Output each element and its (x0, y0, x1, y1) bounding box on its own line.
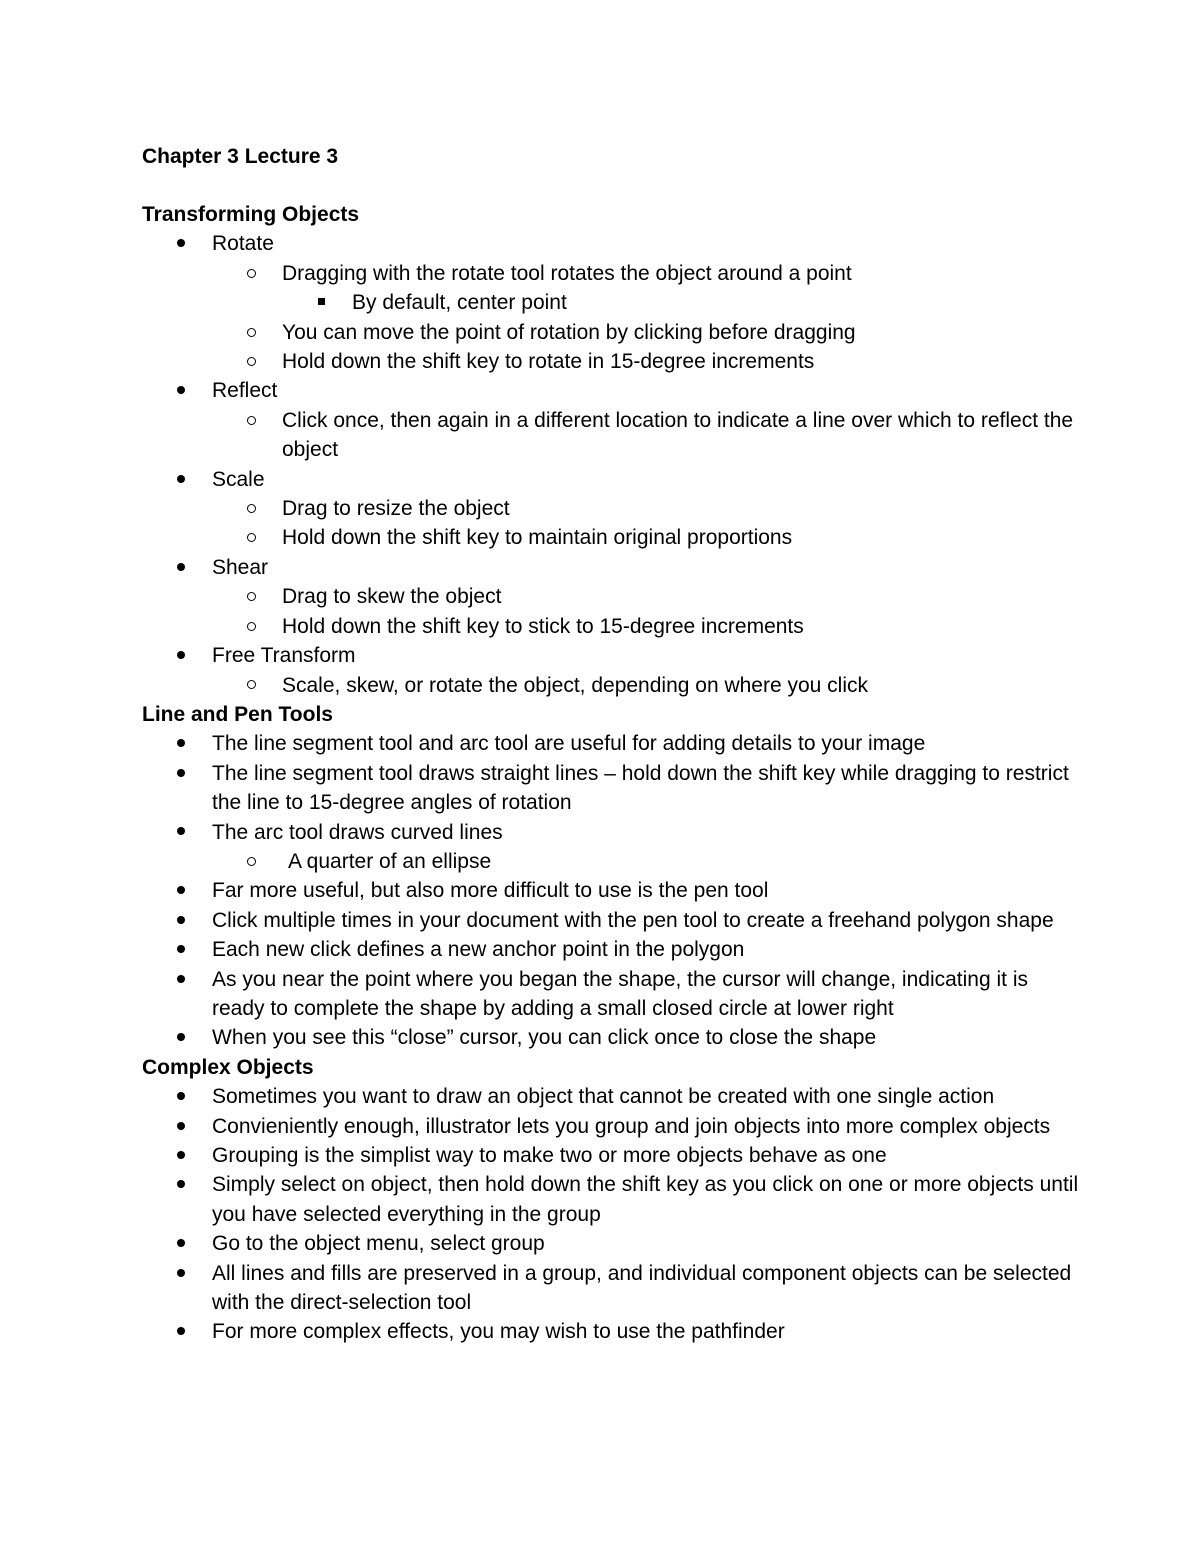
bullet-icon (171, 465, 191, 494)
bullet-icon (171, 818, 191, 847)
sub-list (212, 582, 1082, 641)
list-item-text: Simply select on object, then hold down the shift key as you click on one or more objects until you have selected everything in the group (212, 1173, 1079, 1226)
document-body (142, 200, 1082, 1347)
list-item (142, 1023, 1082, 1052)
list-item (142, 376, 1082, 464)
list-item-text: When you see this “close” cursor, you can click once to close the shape (212, 1026, 877, 1050)
list-item-text: Drag to resize the object (282, 497, 510, 521)
bullet-icon (171, 1259, 191, 1288)
bullet-icon (171, 729, 191, 758)
list-item-text: Reflect (212, 379, 278, 403)
list-item-text: Hold down the shift key to stick to 15-degree increments (282, 614, 804, 638)
hollow-bullet-icon (241, 494, 261, 523)
bullet-list (142, 1082, 1082, 1347)
list-item (142, 729, 1082, 758)
hollow-bullet-icon (241, 671, 261, 700)
bullet-icon (171, 553, 191, 582)
list-item (212, 612, 1082, 641)
list-item (142, 1317, 1082, 1346)
list-item (212, 847, 1082, 876)
hollow-bullet-icon (241, 259, 261, 288)
hollow-bullet-icon (241, 523, 261, 552)
list-item (212, 523, 1082, 552)
list-item-text: Convieniently enough, illustrator lets you group and join objects into more complex objects (212, 1114, 1051, 1138)
bullet-icon (171, 1170, 191, 1199)
hollow-bullet-icon (241, 318, 261, 347)
list-item (142, 759, 1082, 818)
bullet-icon (171, 759, 191, 788)
list-item-text: All lines and fills are preserved in a group, and individual component objects can be selected with the direct-selection tool (212, 1261, 1072, 1315)
bullet-icon (171, 876, 191, 905)
sub-list (212, 406, 1082, 465)
section-transforming-objects (142, 200, 1082, 700)
hollow-bullet-icon (241, 847, 261, 876)
section-heading: Transforming Objects (142, 203, 360, 226)
hollow-bullet-icon (241, 347, 261, 376)
list-item (142, 965, 1082, 1024)
sub-sub-list (282, 288, 1082, 317)
list-item (212, 259, 1082, 318)
list-item-text: A quarter of an ellipse (288, 849, 492, 873)
list-item (142, 553, 1082, 641)
list-item (212, 347, 1082, 376)
list-item-text: Click multiple times in your document with the pen tool to create a freehand polygon shape (212, 908, 1054, 932)
list-item (142, 1112, 1082, 1141)
list-item (142, 229, 1082, 376)
list-item-text: Dragging with the rotate tool rotates the object around a point (282, 261, 852, 285)
list-item (212, 494, 1082, 523)
list-item-text: Hold down the shift key to rotate in 15-degree increments (282, 350, 815, 374)
list-item (142, 1141, 1082, 1170)
list-item-text: The line segment tool draws straight lines – hold down the shift key while dragging to restrict the line to 15-degree angles of rotation (212, 761, 1069, 815)
list-item (142, 1229, 1082, 1258)
bullet-icon (171, 1082, 191, 1111)
section-line-and-pen-tools (142, 700, 1082, 1053)
list-item-text: You can move the point of rotation by clicking before dragging (282, 320, 856, 344)
document-title: Chapter 3 Lecture 3 (142, 145, 339, 168)
hollow-bullet-icon (241, 612, 261, 641)
list-item (142, 906, 1082, 935)
list-item-text: Hold down the shift key to maintain original proportions (282, 526, 793, 550)
list-item-text: Free Transform (212, 644, 356, 668)
list-item-text: Far more useful, but also more difficult to use is the pen tool (212, 879, 769, 903)
hollow-bullet-icon (241, 582, 261, 611)
bullet-list (142, 229, 1082, 700)
list-item (212, 582, 1082, 611)
list-item-text: Shear (212, 555, 269, 579)
list-item-text: As you near the point where you began the shape, the cursor will change, indicating it is ready to complete the shape by adding a small closed circle at lower right (212, 967, 1028, 1020)
list-item-text: The line segment tool and arc tool are useful for adding details to your image (212, 732, 926, 756)
list-item-text: By default, center point (352, 291, 567, 315)
bullet-icon (171, 1141, 191, 1170)
sub-list (212, 847, 1082, 876)
list-item-text: Go to the object menu, select group (212, 1232, 545, 1256)
list-item-text: Rotate (212, 232, 274, 256)
bullet-icon (171, 906, 191, 935)
bullet-icon (171, 641, 191, 670)
bullet-icon (171, 965, 191, 994)
bullet-icon (171, 229, 191, 258)
bullet-icon (171, 376, 191, 405)
list-item-text: Each new click defines a new anchor point in the polygon (212, 938, 745, 962)
list-item-text: Sometimes you want to draw an object that cannot be created with one single action (212, 1085, 995, 1109)
list-item (282, 288, 1082, 317)
list-item (142, 1170, 1082, 1229)
list-item (142, 1259, 1082, 1318)
bullet-icon (171, 1112, 191, 1141)
list-item (142, 876, 1082, 905)
bullet-list (142, 729, 1082, 1052)
bullet-icon (171, 1229, 191, 1258)
list-item-text: For more complex effects, you may wish to use the pathfinder (212, 1320, 785, 1344)
sub-list (212, 671, 1082, 700)
section-complex-objects (142, 1053, 1082, 1347)
sub-list (212, 494, 1082, 553)
list-item (212, 406, 1082, 465)
list-item (212, 318, 1082, 347)
bullet-icon (171, 1317, 191, 1346)
list-item-text: Grouping is the simplist way to make two or more objects behave as one (212, 1144, 887, 1167)
list-item (142, 818, 1082, 877)
list-item-text: The arc tool draws curved lines (212, 820, 503, 844)
list-item (142, 935, 1082, 964)
section-heading: Line and Pen Tools (142, 702, 333, 726)
bullet-icon (171, 1023, 191, 1052)
list-item-text: Scale (212, 467, 265, 491)
square-bullet-icon (311, 288, 331, 317)
bullet-icon (171, 935, 191, 964)
list-item-text: Click once, then again in a different location to indicate a line over which to reflect the object (282, 408, 1074, 462)
list-item (142, 1082, 1082, 1111)
list-item (142, 641, 1082, 700)
hollow-bullet-icon (241, 406, 261, 435)
list-item-text: Scale, skew, or rotate the object, depending on where you click (282, 673, 869, 697)
sub-list (212, 259, 1082, 377)
list-item (142, 465, 1082, 553)
list-item-text: Drag to skew the object (282, 585, 502, 609)
section-heading: Complex Objects (142, 1055, 314, 1079)
list-item (212, 671, 1082, 700)
